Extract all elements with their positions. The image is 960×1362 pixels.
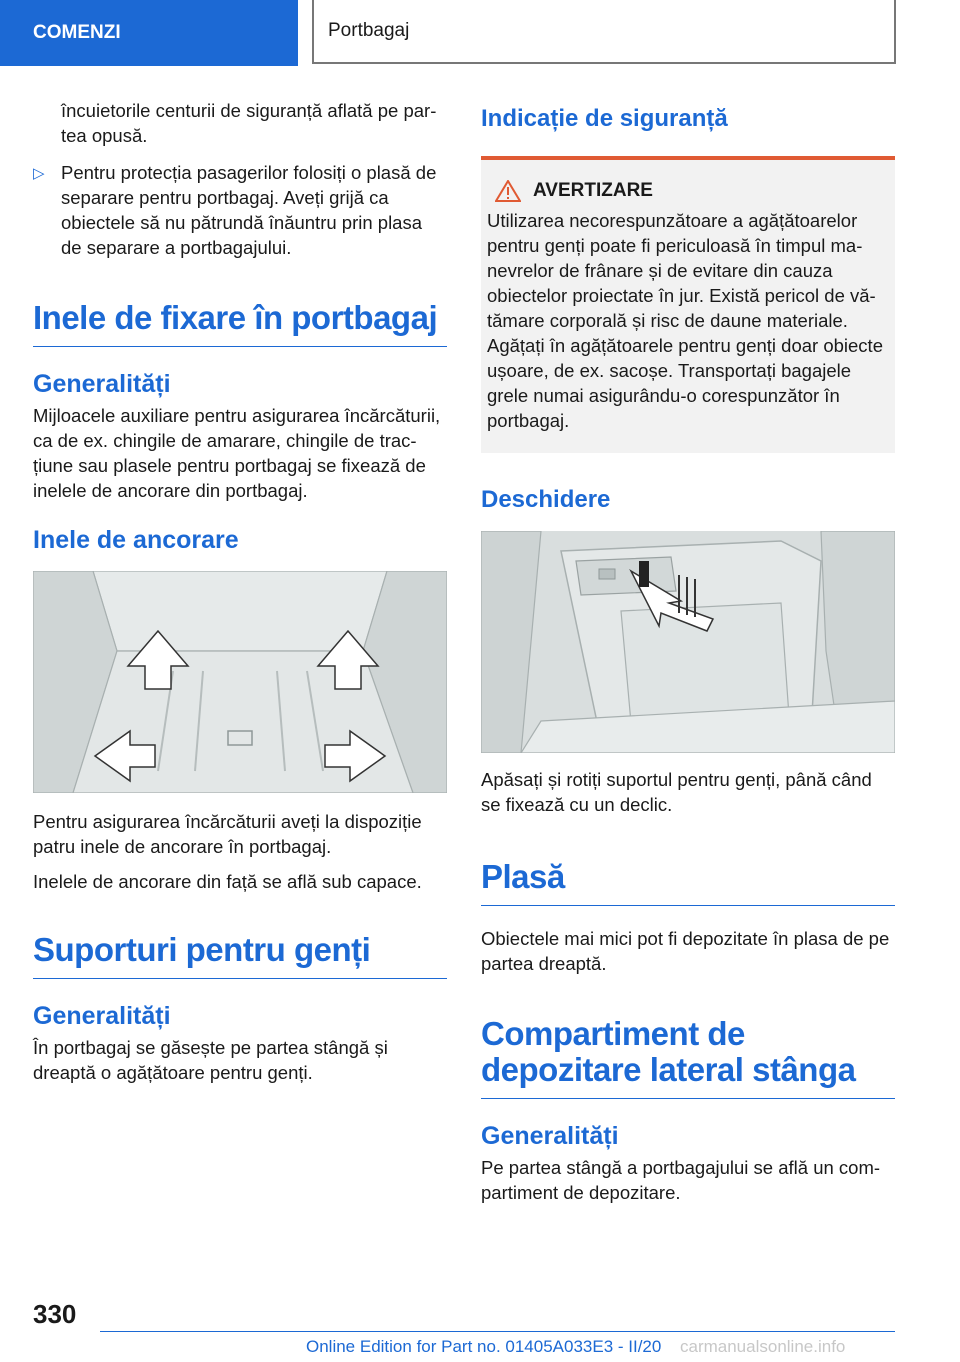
footer-divider	[100, 1331, 895, 1332]
bullet-triangle-icon: ▷	[33, 165, 45, 182]
paragraph-general-1: Mijloacele auxiliare pentru asigurarea încărcăturii, ca de ex. chingile de amarare, chingile de tracțiune sau plasele pentru portbagaj se fixează de inelele de ancorare din portbagaj.	[33, 405, 441, 501]
heading-general-3: Generalități	[481, 1122, 619, 1150]
right-column	[481, 104, 895, 1205]
continued-text: încuietorile centurii de siguranță aflată pe partea opusă.	[61, 100, 437, 146]
paragraph-general-2: În portbagaj se găsește pe partea stângă și dreaptă o agățătoare pentru genți.	[33, 1037, 388, 1083]
paragraph-net: Obiectele mai mici pot fi depozitate în plasa de pe partea dreaptă.	[481, 928, 890, 974]
bag-hook-illustration	[481, 531, 895, 753]
chapter-title: Portbagaj	[312, 0, 896, 64]
bag-hook-image	[481, 531, 895, 753]
left-column	[33, 98, 447, 1085]
warning-title	[487, 180, 887, 202]
heading-compartment: Compartiment de depozitare lateral stânga	[481, 1016, 895, 1099]
bullet-text: Pentru protecția pasagerilor folosiți o plasă de separare pentru portbagaj. Aveți grijă ca obiectele să nu pătrundă înăuntru prin plasa de separare a portbagajului.	[61, 162, 437, 258]
heading-opening: Deschidere	[481, 486, 611, 513]
page-number: 330	[33, 1299, 77, 1329]
heading-rings: Inele de fixare în portbagaj	[33, 300, 447, 347]
heading-bag-hooks: Suporturi pentru genți	[33, 932, 447, 979]
heading-safety: Indicație de siguranță	[481, 105, 728, 132]
trunk-floor-illustration	[33, 571, 447, 793]
paragraph-anchor-1: Pentru asigurarea încărcăturii aveți la dispoziție patru inele de ancorare în portbagaj.	[33, 811, 422, 857]
edition-info: Online Edition for Part no. 01405A033E3 - II/20	[306, 1337, 662, 1356]
page-header	[0, 0, 960, 66]
warning-title-text: AVERTIZARE	[533, 180, 653, 201]
warning-triangle-icon	[495, 180, 521, 202]
heading-net: Plasă	[481, 859, 895, 906]
paragraph-general-3: Pe partea stângă a portbagajului se află un compartiment de depozitare.	[481, 1157, 881, 1203]
paragraph-anchor-2: Inelele de ancorare din față se află sub capace.	[33, 871, 422, 892]
heading-anchor-rings: Inele de ancorare	[33, 526, 239, 554]
warning-text: Utilizarea necorespunzătoare a agățătoarelor pentru genți poate fi periculoasă în timpul manevrelor de frânare și de evitare din cauza obiectelor proiectate în jur. Există pericol de vătămare corporală și risc de daune materiale. Agățați în agățătoarele pentru genți doar obiecte ușoare, de ex. sacoșe. Transportați bagajele grele numai asigurându-o corespunzător în portbagaj.	[487, 210, 883, 431]
trunk-floor-image	[33, 571, 447, 793]
bullet-item	[33, 160, 447, 260]
section-tab: COMENZI	[0, 0, 298, 66]
heading-general-1: Generalități	[33, 370, 171, 398]
watermark: carmanualsonline.info	[680, 1337, 846, 1356]
warning-box	[481, 156, 895, 453]
paragraph-opening: Apăsați și rotiți suportul pentru genți, până când se fixează cu un declic.	[481, 769, 872, 815]
heading-general-2: Generalități	[33, 1002, 171, 1030]
